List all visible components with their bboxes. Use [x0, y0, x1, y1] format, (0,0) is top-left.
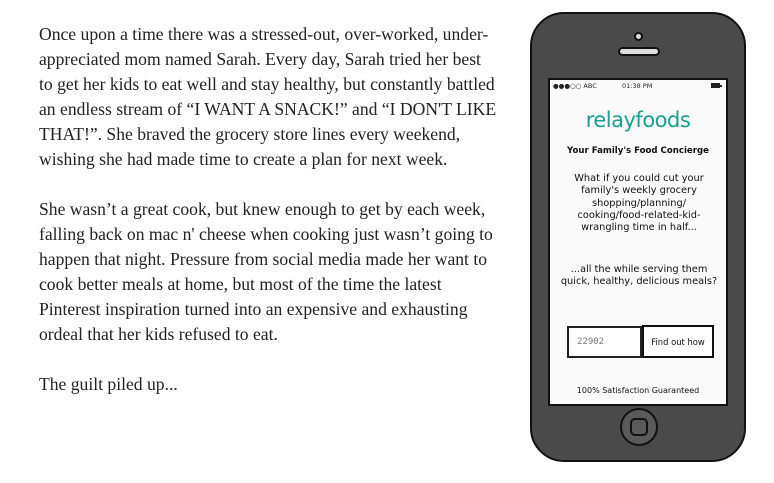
story-paragraph-1: Once upon a time there was a stressed-out, over-worked, under-appreciated mom named Sarah. Every day, Sarah tried her best to get her kids to eat well and stay healthy, but constantly battled an endless stream of “I WANT A SNACK!” and “I DON'T LIKE THAT!”. She braved the grocery store lines every weekend, wishing she had made time to create a plan for next week. [39, 24, 497, 169]
phone-mockup [530, 12, 746, 462]
phone-screen [548, 78, 728, 406]
story-text [39, 22, 499, 422]
status-time: 01:38 PM [622, 82, 653, 90]
earpiece-speaker-icon [618, 47, 660, 56]
find-out-how-button[interactable]: Find out how [642, 325, 714, 358]
pitch-question: What if you could cut your family's weekly grocery shopping/planning/ cooking/food-related-kid- wrangling time in half... [574, 173, 704, 234]
home-square-icon [630, 418, 648, 436]
tagline: Your Family's Food Concierge [567, 146, 709, 156]
battery-icon [711, 83, 720, 88]
story-paragraph-3: The guilt piled up... [39, 374, 178, 394]
front-camera-icon [634, 32, 643, 41]
satisfaction-guarantee: 100% Satisfaction Guaranteed [576, 386, 700, 395]
status-bar [550, 80, 726, 92]
carrier-signal: ●●●○○ ABC [553, 82, 597, 90]
home-button[interactable] [620, 408, 658, 446]
pitch-continued: ...all the while serving them quick, healthy, delicious meals? [560, 264, 718, 288]
story-paragraph-2: She wasn’t a great cook, but knew enough to get by each week, falling back on mac n' cheese when cooking just wasn’t going to happen that night. Pressure from social media made her want to cook better meals at home, but most of the time the latest Pinterest inspiration turned into an expensive and exhausting ordeal that her kids refused to eat. [39, 199, 493, 344]
relayfoods-logo: relayfoods [585, 108, 691, 132]
zip-code-input[interactable] [567, 326, 642, 358]
